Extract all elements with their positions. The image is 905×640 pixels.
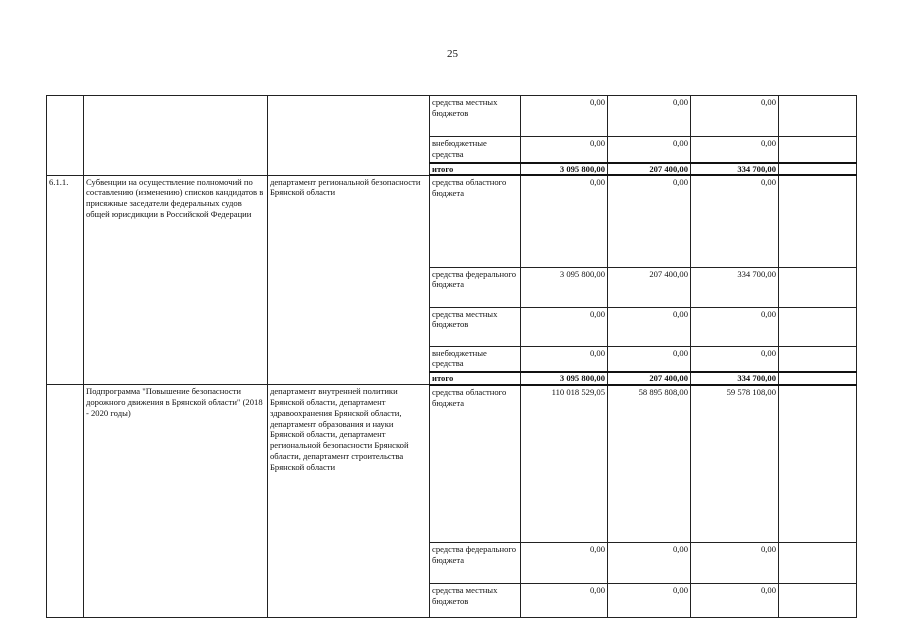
value-cell: 3 095 800,00 (521, 267, 608, 307)
table-row (47, 175, 857, 267)
value-cell: 0,00 (691, 175, 779, 267)
value-cell: 0,00 (521, 96, 608, 137)
value-cell: 3 095 800,00 (521, 372, 608, 385)
value-cell: 0,00 (691, 307, 779, 346)
value-cell: 0,00 (608, 543, 691, 584)
table-row (47, 385, 857, 543)
value-cell: 0,00 (521, 137, 608, 163)
empty-cell (779, 543, 857, 584)
empty-cell (779, 163, 857, 176)
source-cell: средства федерального бюджета (430, 267, 521, 307)
value-cell: 0,00 (521, 346, 608, 372)
executor-cell (268, 96, 430, 176)
empty-cell (779, 372, 857, 385)
value-cell: 207 400,00 (608, 267, 691, 307)
empty-cell (779, 385, 857, 543)
value-cell: 207 400,00 (608, 372, 691, 385)
name-cell (84, 96, 268, 176)
table-row (47, 96, 857, 137)
empty-cell (779, 175, 857, 267)
executor-cell: департамент региональной безопасности Брянской области (268, 175, 430, 385)
source-cell: итого (430, 163, 521, 176)
source-cell: средства местных бюджетов (430, 96, 521, 137)
empty-cell (779, 96, 857, 137)
value-cell: 59 578 108,00 (691, 385, 779, 543)
source-cell: средства местных бюджетов (430, 307, 521, 346)
source-cell: средства местных бюджетов (430, 584, 521, 618)
value-cell: 0,00 (608, 137, 691, 163)
empty-cell (779, 307, 857, 346)
name-cell: Подпрограмма "Повышение безопасности дорожного движения в Брянской области" (2018 - 2020 годы) (84, 385, 268, 618)
value-cell: 207 400,00 (608, 163, 691, 176)
value-cell: 0,00 (691, 137, 779, 163)
value-cell: 0,00 (608, 584, 691, 618)
number-cell (47, 385, 84, 618)
value-cell: 0,00 (608, 175, 691, 267)
number-cell: 6.1.1. (47, 175, 84, 385)
value-cell: 0,00 (608, 96, 691, 137)
source-cell: средства федерального бюджета (430, 543, 521, 584)
value-cell: 334 700,00 (691, 267, 779, 307)
value-cell: 0,00 (691, 346, 779, 372)
value-cell: 0,00 (608, 346, 691, 372)
number-cell (47, 96, 84, 176)
value-cell: 0,00 (608, 307, 691, 346)
value-cell: 334 700,00 (691, 163, 779, 176)
value-cell: 0,00 (691, 543, 779, 584)
page-number: 25 (447, 48, 458, 60)
empty-cell (779, 267, 857, 307)
empty-cell (779, 346, 857, 372)
source-cell: средства областного бюджета (430, 385, 521, 543)
empty-cell (779, 584, 857, 618)
source-cell: средства областного бюджета (430, 175, 521, 267)
value-cell: 0,00 (521, 543, 608, 584)
value-cell: 110 018 529,05 (521, 385, 608, 543)
executor-cell: департамент внутренней политики Брянской области, департамент здравоохранения Брянской области, департамент образования и науки Брянской области, департамент региональной безопасности Брянской области, департамент строительства Брянской области (268, 385, 430, 618)
value-cell: 0,00 (521, 175, 608, 267)
value-cell: 0,00 (521, 307, 608, 346)
source-cell: внебюджетные средства (430, 137, 521, 163)
value-cell: 58 895 808,00 (608, 385, 691, 543)
source-cell: внебюджетные средства (430, 346, 521, 372)
value-cell: 334 700,00 (691, 372, 779, 385)
value-cell: 3 095 800,00 (521, 163, 608, 176)
name-cell: Субвенции на осуществление полномочий по составлению (изменению) списков кандидатов в присяжные заседатели федеральных судов общей юрисдикции в Российской Федерации (84, 175, 268, 385)
value-cell: 0,00 (521, 584, 608, 618)
source-cell: итого (430, 372, 521, 385)
budget-table (46, 95, 857, 618)
empty-cell (779, 137, 857, 163)
value-cell: 0,00 (691, 96, 779, 137)
value-cell: 0,00 (691, 584, 779, 618)
